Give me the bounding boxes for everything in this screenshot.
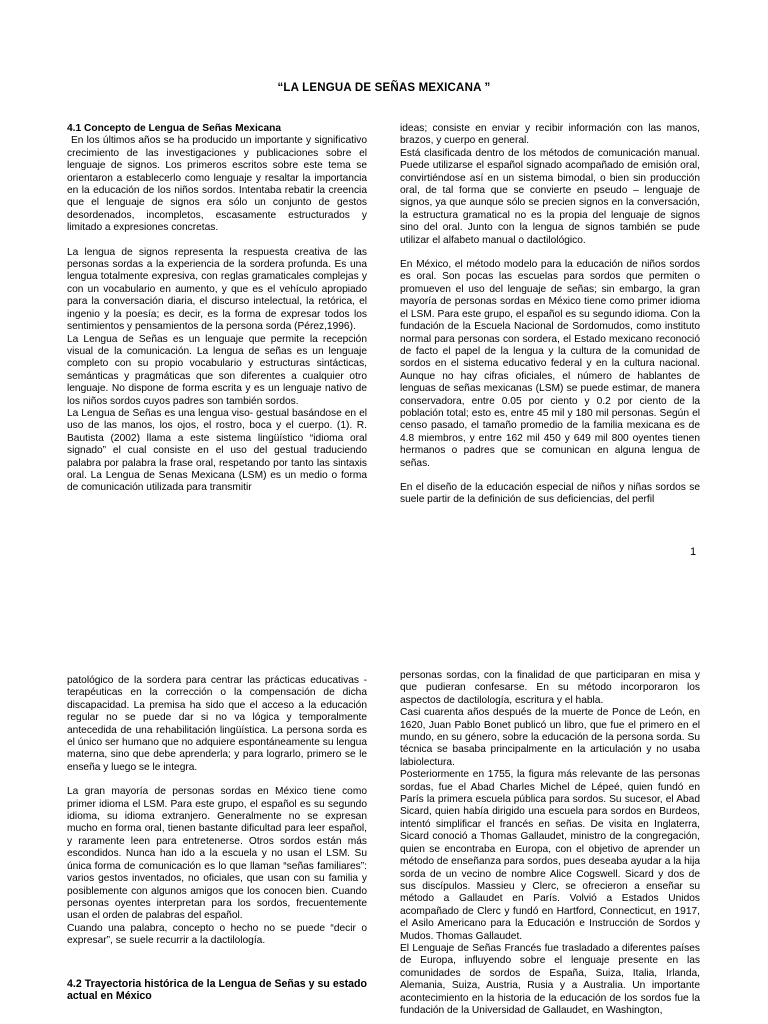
paragraph: En México, el método modelo para la educación de niños sordos es oral. Son pocas las escuelas para sordos que permiten o promueven el uso del lenguaje de señas; sin embargo, la gran mayoría de personas sordas en México tiene como primer idioma el LSM. Para este grupo, el español es su segundo idioma. Con la fundación de la Escuela Nacional de Sordomudos, como instituto normal para personas con sordera, el Estado mexicano reconoció de facto el papel de la lengua y la cultura de la comunidad de sordos en el sistema educativo federal y en la cultura nacional. Aunque no hay cifras oficiales, el número de hablantes de lenguas de señas mexicanas (LSM) se puede estimar, de manera conservadora, entre 0.05 por ciento y 0.2 por ciento de la población total; esto es, entre 45 mil y 180 mil personas. Según el censo pasado, el tamaño promedio de la familia mexicana es de 4.8 miembros, y entre 162 mil 450 y 649 mil 800 oyentes tienen hermanos o padres que se comunican en alguna lengua de señas. [400,259,700,469]
paragraph: En los últimos años se ha producido un importante y significativo crecimiento de las investigaciones y publicaciones sobre el lenguaje de signos. Los primeros escritos sobre este tema se orientaron a establecerlo como lenguaje y resaltar la importancia en la educación de los niños sordos. Intentaba rebatir la creencia que el lenguaje de signos era sólo un conjunto de gestos desordenados, incompletos, escasamente estructurados y limitado a expresiones concretas. [67,135,367,234]
column-4 [400,670,700,1017]
paragraph: La Lengua de Señas es un lenguaje que permite la recepción visual de la comunicación. La lengua de señas es un lenguaje completo con su propio vocabulario y estructuras sintácticas, semánticas y pragmáticas que son diferentes a cualquier otro lenguaje. No dispone de forma escrita y es un lenguaje nativo de los niños sordos cuyos padres son también sordos. [67,333,367,407]
paragraph: La Lengua de Señas es una lengua viso- gestual basándose en el uso de las manos, los ojos, el rostro, boca y el cuerpo. (1). R. Bautista (2002) llama a este sistema lingüístico “idioma oral signado” el cual consiste en el uso del gestual traduciendo palabra por palabra la frase oral, respetando por tanto las sintaxis oral. La Lengua de Senas Mexicana (LSM) es un medio o forma de comunicación utilizada para transmitir [67,407,367,494]
section-heading-4-1: 4.1 Concepto de Lengua de Señas Mexicana [67,123,282,134]
paragraph: Posteriormente en 1755, la figura más relevante de las personas sordas, fue el Abad Charles Michel de Lépeé, quien fundó en París la primera escuela pública para sordos. Su sucesor, el Abad Sicard, quien había dirigido una escuela para sordos en Burdeos, intentó simplificar el francés en señas. De visita en Inglaterra, Sicard conoció a Thomas Gallaudet, ministro de la congregación, quien se encontraba en Europa, con el objetivo de aprender un método de enseñanza para sordos, pues deseaba ayudar a la hija sorda de un vecino de nombre Alice Cogswell. Sicard y dos de sus discípulos. Massieu y Clerc, se ofrecieron a enseñar su método a Gallaudet en París. Volvió a Estados Unidos acompañado de Clerc y fundó en Hartford, Connecticut, en 1917, el Asilo Americano para la Educación e Instrucción de Sordos y Mudos. Thomas Gallaudet. [400,769,700,942]
paragraph: Cuando una palabra, concepto o hecho no se puede “decir o expresar”, se suele recurrir a la dactilología. [67,922,367,947]
column-2 [400,123,700,507]
column-3 [67,675,367,1002]
paragraph: La gran mayoría de personas sordas en México tiene como primer idioma el LSM. Para este grupo, el español es su segundo idioma, su idioma extranjero. Generalmente no se expresan mucho en forma oral, tienen bastante dificultad para leer español, y raramente leen para entretenerse. Otros sordos están más escondidos. Nunca han ido a la escuela y no usan el LSM. Su única forma de comunicación es lo que llaman “señas familiares”: varios gestos inventados, no oficiales, que usan con su familia y posiblemente con algunos amigos que los conocen bien. Cuando personas oyentes interpretan para los sordos, frecuentemente usan el orden de palabras del español. [67,786,367,922]
paragraph: ideas; consiste en enviar y recibir información con las manos, brazos, y cuerpo en general. [400,123,700,147]
paragraph: Casi cuarenta años después de la muerte de Ponce de León, en 1620, Juan Pablo Bonet publicó un libro, que fue el primero en el mundo, en su género, sobre la educación de la persona sorda. Su técnica se basaba principalmente en la articulación y no usaba labiolectura. [400,707,700,768]
section-heading-4-2: 4.2 Trayectoria histórica de la Lengua de Señas y su estado actual en México [67,977,367,1002]
document-title: “LA LENGUA DE SEÑAS MEXICANA ” [277,82,491,94]
column-1 [67,123,367,495]
page-number: 1 [690,546,697,558]
paragraph: Está clasificada dentro de los métodos de comunicación manual. Puede utilizarse el español signado acompañado de emisión oral, convirtiéndose así en un sistema bimodal, o bien sin producción oral, de tal forma que se convierte en pseudo – lenguaje de signos, ya que aunque sólo se precien signos en la conversación, la estructura gramatical no es la propia del lenguaje de signos sino del oral. Junto con la lengua de signos también se pude utilizar el alfabeto manual o dactilológico. [400,147,700,246]
paragraph: personas sordas, con la finalidad de que participaran en misa y que pudieran confesarse. En su método incorporaron los aspectos de dactilología, escritura y el habla. [400,670,700,706]
paragraph: patológico de la sordera para centrar las prácticas educativas - terapéuticas en la corrección o la compensación de dicha discapacidad. La premisa ha sido que el acceso a la educación regular no se puede dar si no va lógica y temporalmente antecedida de una rehabilitación lingüística. La persona sorda es el único ser humano que no adquiere espontáneamente su lengua materna, sino que debe aprenderla; y para lograrlo, primero se le enseña y luego se le integra. [67,675,367,773]
paragraph: La lengua de signos representa la respuesta creativa de las personas sordas a la experiencia de la sordera profunda. Es una lengua totalmente expresiva, con reglas gramaticales complejas y con un vocabulario en aumento, y que es el vehículo apropiado para la conversación diaria, el discurso intelectual, la retórica, el ingenio y la poesía; es decir, es la forma de expresar todos los sentimientos y pensamientos de la persona sorda (Pérez,1996). [67,246,367,333]
paragraph: En el diseño de la educación especial de niños y niñas sordos se suele partir de la definición de sus deficiencias, del perfil [400,481,700,506]
paragraph: El Lenguaje de Señas Francés fue trasladado a diferentes países de Europa, influyendo sobre el lenguaje presente en las comunidades de sordos de España, Suiza, Italia, Irlanda, Alemania, Suiza, Austria, Rusia y a Australia. Un importante acontecimiento en la historia de la educación de los sordos fue la fundación de la Universidad de Gallaudet, en Washington, [400,942,700,1016]
